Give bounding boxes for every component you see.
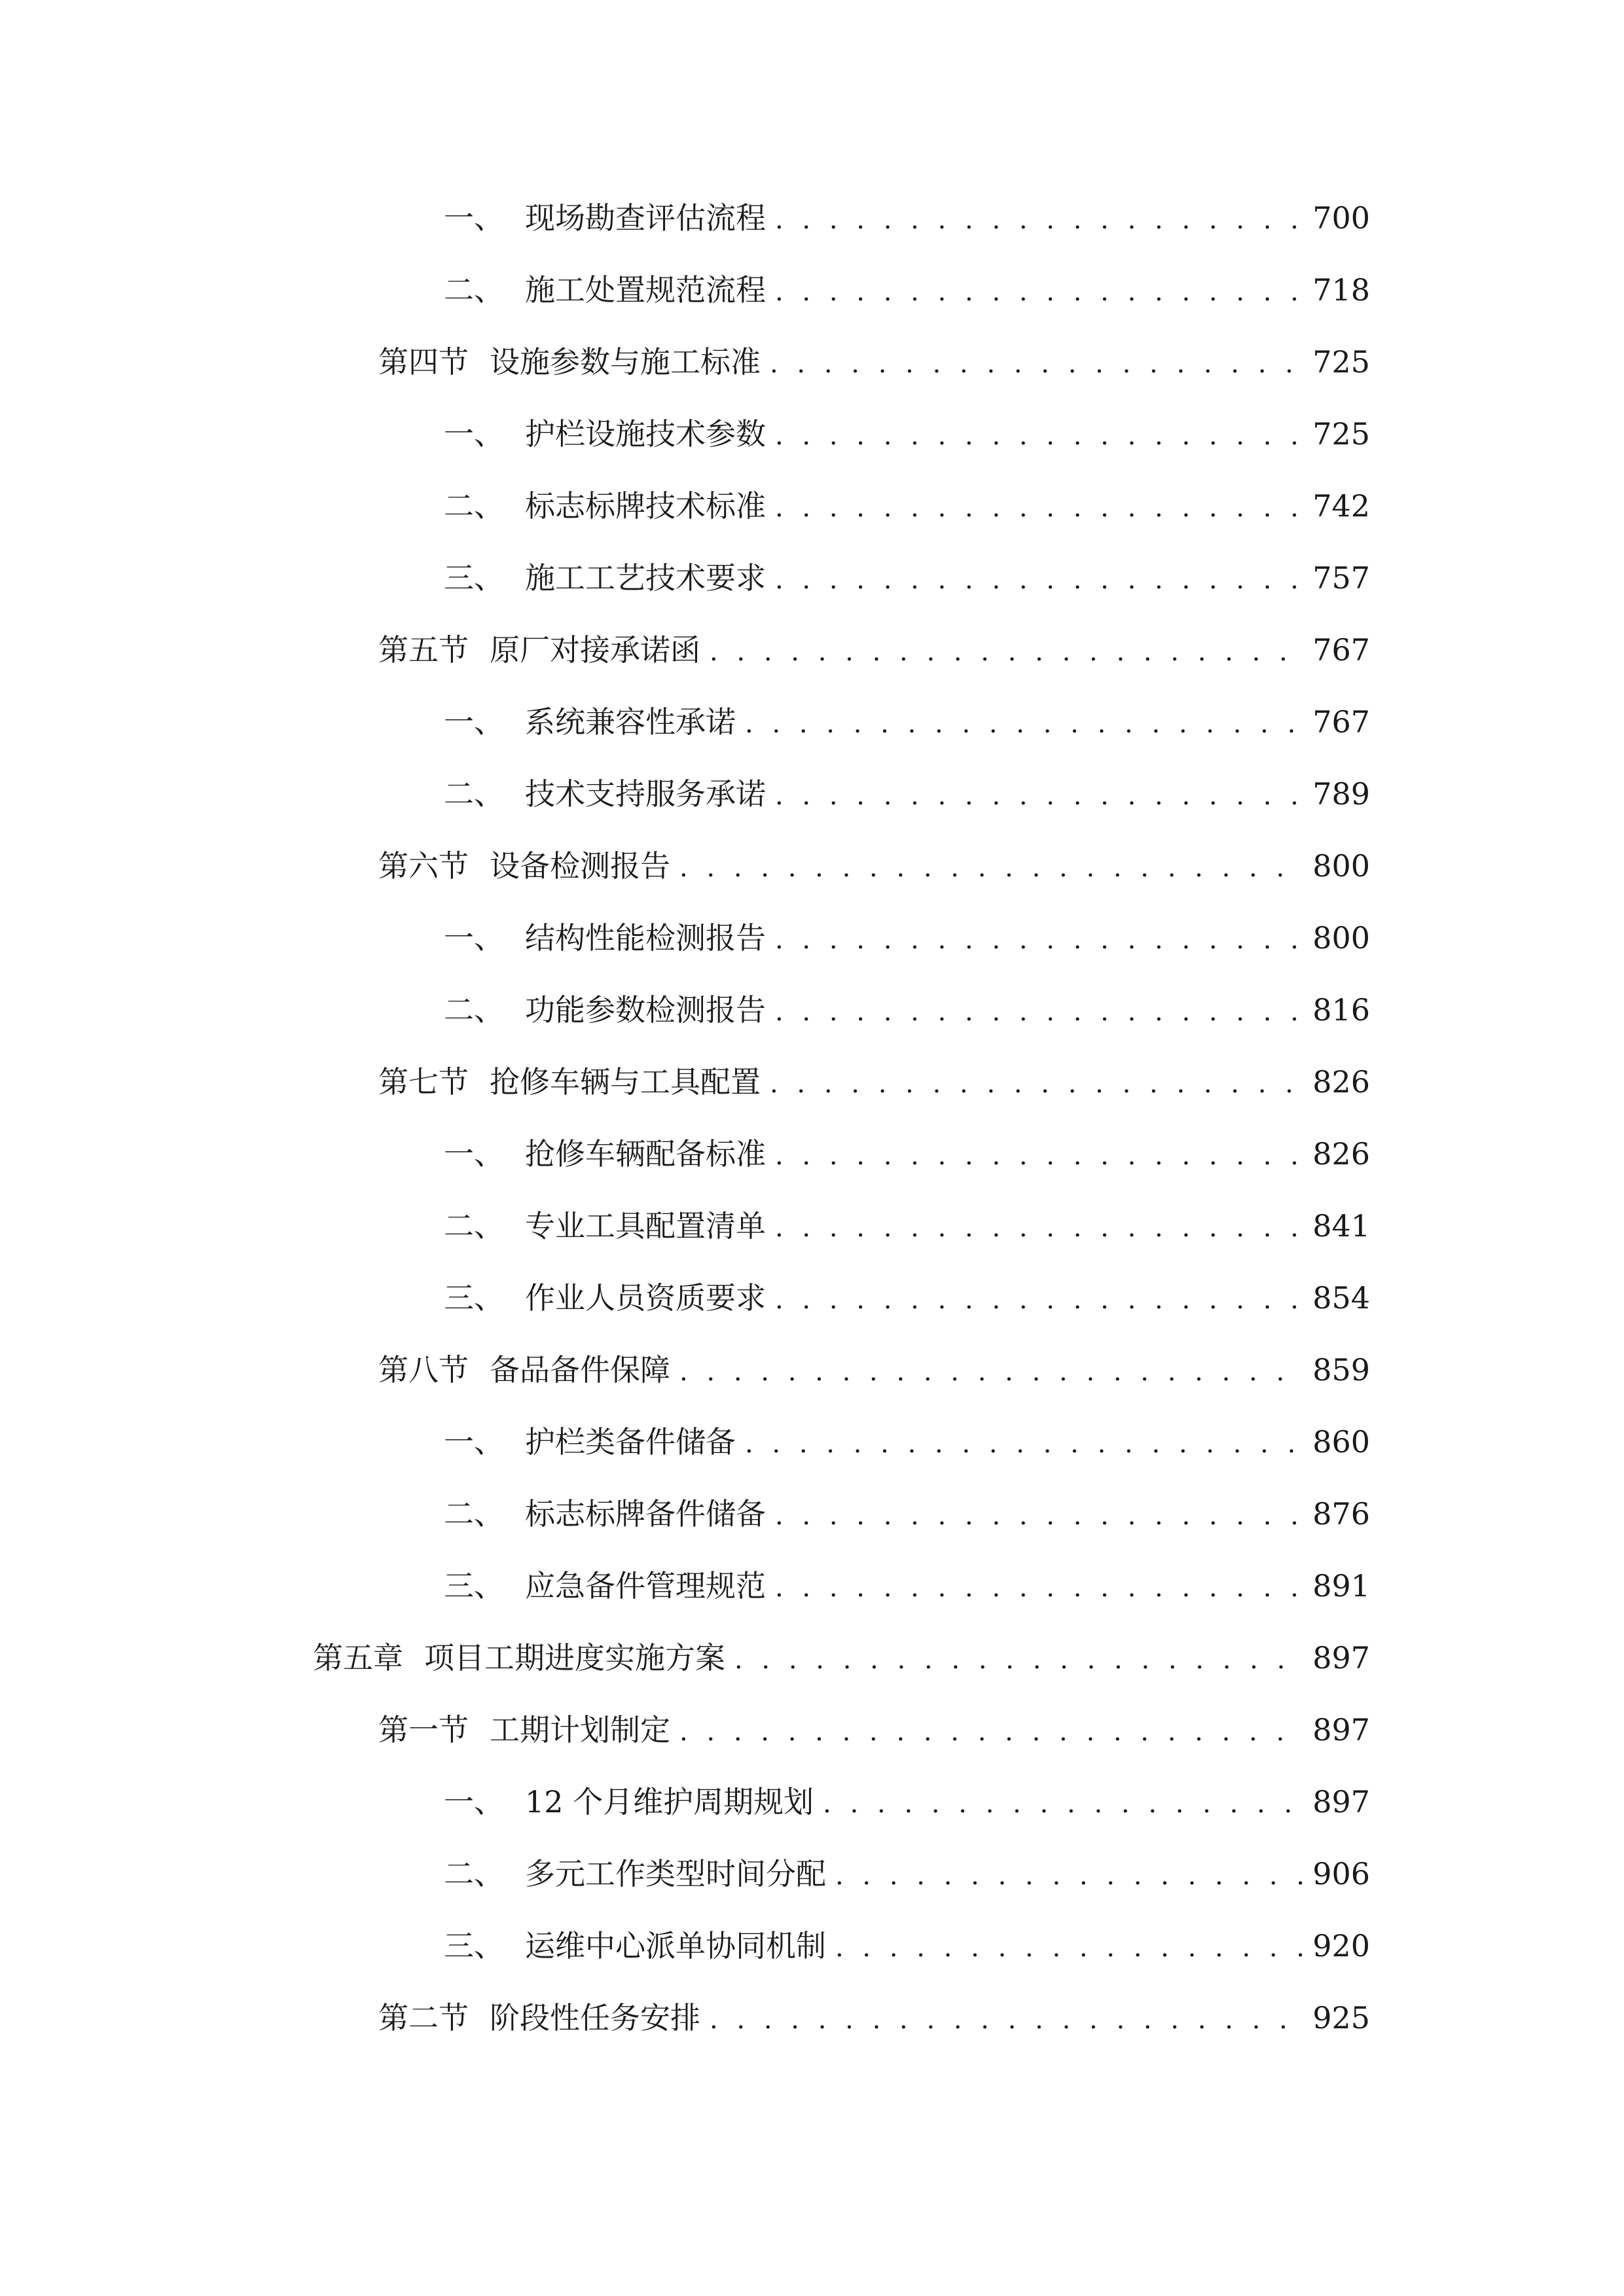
toc-entry-number: 第二节 [378, 2000, 469, 2036]
dot-leader [679, 840, 1303, 892]
dot-leader [775, 192, 1303, 244]
toc-entry-number: 二、 [444, 1208, 504, 1244]
toc-entry[interactable] [378, 1344, 1370, 1396]
toc-entry-page: 816 [1312, 992, 1370, 1028]
dot-leader [775, 912, 1303, 964]
toc-entry-page: 897 [1312, 1712, 1370, 1748]
toc-entry-number: 二、 [444, 1856, 504, 1892]
toc-entry-title: 原厂对接承诺函 [490, 632, 700, 668]
toc-entry-page: 876 [1312, 1496, 1370, 1532]
toc-entry-number: 第八节 [378, 1352, 469, 1388]
dot-leader [835, 1920, 1303, 1972]
toc-entry-page: 789 [1312, 776, 1370, 812]
toc-entry[interactable] [444, 768, 1370, 820]
toc-entry-title: 阶段性任务安排 [490, 2000, 700, 2036]
toc-entry-page: 800 [1312, 848, 1370, 884]
toc-entry-number: 第五节 [378, 632, 469, 668]
toc-entry-page: 700 [1312, 200, 1370, 236]
toc-entry[interactable] [378, 624, 1370, 676]
toc-entry[interactable] [444, 1416, 1370, 1468]
toc-entry-number: 一、 [444, 704, 504, 740]
toc-entry-title: 系统兼容性承诺 [525, 704, 736, 740]
toc-entry-title: 功能参数检测报告 [525, 992, 766, 1028]
toc-entry-page: 897 [1312, 1784, 1370, 1820]
toc-entry-number: 一、 [444, 1136, 504, 1172]
toc-entry-number: 三、 [444, 560, 504, 596]
toc-entry-number: 二、 [444, 992, 504, 1028]
toc-entry-page: 920 [1312, 1928, 1370, 1964]
dot-leader [770, 1056, 1303, 1108]
toc-entry[interactable] [378, 840, 1370, 892]
toc-entry-title: 设备检测报告 [490, 848, 670, 884]
toc-entry[interactable] [444, 552, 1370, 604]
toc-entry-number: 第一节 [378, 1712, 469, 1748]
toc-entry-title: 结构性能检测报告 [525, 920, 766, 956]
dot-leader [775, 1560, 1303, 1612]
toc-entry[interactable] [444, 1200, 1370, 1252]
dot-leader [745, 696, 1303, 748]
toc-entry[interactable] [444, 1128, 1370, 1180]
toc-entry-number: 一、 [444, 416, 504, 452]
toc-entry[interactable] [444, 408, 1370, 460]
dot-leader [710, 1992, 1303, 2044]
toc-entry-page: 767 [1312, 704, 1370, 740]
toc-entry[interactable] [444, 480, 1370, 532]
toc-entry[interactable] [313, 1632, 1370, 1684]
toc-entry-page: 757 [1312, 560, 1370, 596]
toc-entry-page: 854 [1312, 1280, 1370, 1316]
toc-entry[interactable] [378, 336, 1370, 388]
toc-entry-page: 859 [1312, 1352, 1370, 1388]
toc-entry[interactable] [378, 1992, 1370, 2044]
toc-entry-title: 施工处置规范流程 [525, 272, 766, 308]
dot-leader [679, 1344, 1303, 1396]
toc-entry-title: 应急备件管理规范 [525, 1568, 766, 1604]
dot-leader [775, 408, 1303, 460]
toc-entry-number: 二、 [444, 1496, 504, 1532]
toc-entry[interactable] [444, 1488, 1370, 1540]
toc-entry-number: 一、 [444, 1424, 504, 1460]
toc-entry-number: 一、 [444, 1784, 504, 1820]
toc-entry[interactable] [444, 192, 1370, 244]
toc-entry-page: 725 [1312, 344, 1370, 380]
toc-entry-title: 施工工艺技术要求 [525, 560, 766, 596]
dot-leader [775, 1272, 1303, 1324]
toc-entry-page: 891 [1312, 1568, 1370, 1604]
toc-entry[interactable] [444, 1920, 1370, 1972]
dot-leader [775, 984, 1303, 1036]
toc-entry-number: 第七节 [378, 1064, 469, 1100]
dot-leader [835, 1848, 1303, 1900]
dot-leader [770, 336, 1303, 388]
toc-entry-title: 工期计划制定 [490, 1712, 670, 1748]
toc-entry-page: 767 [1312, 632, 1370, 668]
dot-leader [775, 480, 1303, 532]
toc-entry-number: 一、 [444, 200, 504, 236]
dot-leader [775, 264, 1303, 316]
toc-entry[interactable] [444, 1560, 1370, 1612]
toc-entry-page: 718 [1312, 272, 1370, 308]
toc-entry-title: 护栏类备件储备 [525, 1424, 736, 1460]
toc-entry-title: 设施参数与施工标准 [490, 344, 761, 380]
toc-entry-page: 925 [1312, 2000, 1370, 2036]
toc-entry[interactable] [444, 1272, 1370, 1324]
toc-entry-title: 多元工作类型时间分配 [525, 1856, 826, 1892]
toc-entry-page: 860 [1312, 1424, 1370, 1460]
dot-leader [775, 1200, 1303, 1252]
toc-entry[interactable] [444, 1776, 1370, 1828]
toc-entry-page: 897 [1312, 1640, 1370, 1676]
toc-entry-title: 抢修车辆与工具配置 [490, 1064, 761, 1100]
toc-entry-page: 826 [1312, 1064, 1370, 1100]
toc-entry-page: 906 [1312, 1856, 1370, 1892]
toc-entry-page: 725 [1312, 416, 1370, 452]
toc-entry-number: 第六节 [378, 848, 469, 884]
toc-entry-title: 12 个月维护周期规划 [525, 1784, 814, 1820]
toc-entry-number: 二、 [444, 776, 504, 812]
dot-leader [745, 1416, 1303, 1468]
toc-entry-number: 二、 [444, 272, 504, 308]
toc-entry[interactable] [444, 1848, 1370, 1900]
dot-leader [710, 624, 1303, 676]
toc-entry-title: 项目工期进度实施方案 [424, 1640, 725, 1676]
toc-entry-page: 841 [1312, 1208, 1370, 1244]
dot-leader [775, 1128, 1303, 1180]
toc-entry-title: 备品备件保障 [490, 1352, 670, 1388]
toc-entry-number: 三、 [444, 1928, 504, 1964]
toc-entry[interactable] [378, 1704, 1370, 1756]
toc-entry-title: 标志标牌备件储备 [525, 1496, 766, 1532]
toc-entry-title: 作业人员资质要求 [525, 1280, 766, 1316]
toc-entry-title: 运维中心派单协同机制 [525, 1928, 826, 1964]
toc-entry-page: 742 [1312, 488, 1370, 524]
dot-leader [679, 1704, 1303, 1756]
toc-entry-number: 第五章 [313, 1640, 403, 1676]
toc-entry[interactable] [444, 912, 1370, 964]
toc-entry-title: 现场勘查评估流程 [525, 200, 766, 236]
toc-entry-page: 826 [1312, 1136, 1370, 1172]
toc-entry-number: 三、 [444, 1280, 504, 1316]
toc-entry-title: 专业工具配置清单 [525, 1208, 766, 1244]
toc-entry[interactable] [444, 264, 1370, 316]
toc-entry-title: 抢修车辆配备标准 [525, 1136, 766, 1172]
dot-leader [823, 1776, 1303, 1828]
toc-entry-number: 二、 [444, 488, 504, 524]
dot-leader [775, 768, 1303, 820]
toc-entry[interactable] [378, 1056, 1370, 1108]
toc-entry-title: 护栏设施技术参数 [525, 416, 766, 452]
toc-entry-title: 技术支持服务承诺 [525, 776, 766, 812]
toc-entry-number: 三、 [444, 1568, 504, 1604]
toc-entry[interactable] [444, 984, 1370, 1036]
toc-entry-number: 第四节 [378, 344, 469, 380]
toc-entry-title: 标志标牌技术标准 [525, 488, 766, 524]
dot-leader [775, 1488, 1303, 1540]
dot-leader [775, 552, 1303, 604]
toc-entry-page: 800 [1312, 920, 1370, 956]
toc-entry-number: 一、 [444, 920, 504, 956]
toc-entry[interactable] [444, 696, 1370, 748]
dot-leader [734, 1632, 1303, 1684]
